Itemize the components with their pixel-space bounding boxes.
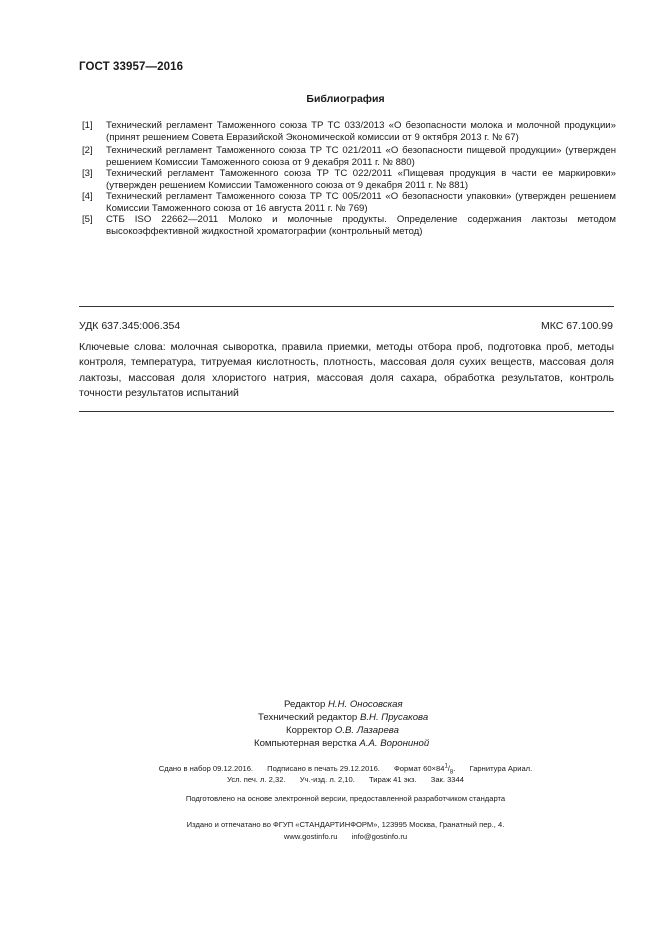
divider-top <box>79 306 614 307</box>
mks-code: МКС 67.100.99 <box>541 320 613 332</box>
item-number: [1] <box>82 120 93 131</box>
credit-name: Н.Н. Оносовская <box>327 699 403 710</box>
item-text: Технический регламент Таможенного союза ТР ТС 005/2011 «О безопасности упаковки» (утвержден решением Комиссии Таможенного союза от 16 августа 2011 г. № 769) <box>106 191 616 215</box>
credit-role: Редактор <box>284 699 326 710</box>
paper-format: Формат $60\times 84^1/_8$. <box>394 763 456 776</box>
credit-name: А.А. Ворониной <box>359 738 430 749</box>
credit-name: В.Н. Прусакова <box>359 712 429 723</box>
imprint-contacts <box>0 830 661 844</box>
format-fraction-den: 8 <box>449 769 454 776</box>
bibliography-item <box>82 145 616 169</box>
imprint-line-2 <box>0 773 661 787</box>
order-number: Зак. 3344 <box>430 775 464 784</box>
item-number: [4] <box>82 191 93 202</box>
imprint-publisher: Издано и отпечатано во ФГУП «СТАНДАРТИНФОРМ», 123995 Москва, Гранатный пер., 4. <box>186 820 505 829</box>
imprint-prepared: Подготовлено на основе электронной версии, предоставленной разработчиком стандарта <box>185 794 506 803</box>
document-code: ГОСТ 33957—2016 <box>79 61 184 73</box>
bibliography-item <box>82 168 616 192</box>
print-sheets: Усл. печ. л. 2,32. <box>227 775 286 784</box>
item-number: [3] <box>82 168 93 179</box>
credit-name: О.В. Лазарева <box>334 725 399 736</box>
divider-bottom <box>79 411 614 412</box>
item-text: Технический регламент Таможенного союза ТР ТС 021/2011 «О безопасности пищевой продукции» (утвержден решением Комиссии Таможенного союза от 9 декабря 2011 г. № 880) <box>106 145 616 169</box>
typeface: Гарнитура Ариал. <box>469 763 533 773</box>
publisher-sheets: Уч.-изд. л. 2,10. <box>299 775 355 784</box>
bibliography-item <box>82 191 616 215</box>
udk-code: УДК 637.345:006.354 <box>79 320 181 332</box>
signed-date: Подписано в печать 29.12.2016. <box>267 763 380 773</box>
credit-tech-editor <box>258 711 428 725</box>
website-link[interactable]: www.gostinfo.ru <box>283 832 338 841</box>
submitted-date: Сдано в набор 09.12.2016. <box>158 763 254 773</box>
credit-role: Корректор <box>286 725 333 736</box>
credit-corrector <box>286 724 399 738</box>
format-prefix: Формат 60×84 <box>394 763 445 773</box>
email-link[interactable]: info@gostinfo.ru <box>351 832 408 841</box>
item-number: [5] <box>82 214 93 225</box>
format-suffix: . <box>453 763 456 773</box>
item-text: СТБ ISO 22662—2011 Молоко и молочные продукты. Определение содержания лактозы методом высокоэффективной жидкостной хроматографии (контрольный метод) <box>106 214 616 238</box>
item-text: Технический регламент Таможенного союза ТР ТС 033/2013 «О безопасности молока и молочной продукции» (принят решением Совета Евразийской Экономической комиссии от 9 октября 2013 г. № 67) <box>106 120 616 144</box>
item-number: [2] <box>82 145 93 156</box>
bibliography-item <box>82 214 616 238</box>
circulation: Тираж 41 экз. <box>368 775 417 784</box>
keywords: Ключевые слова: молочная сыворотка, правила приемки, методы отбора проб, подготовка проб, методы контроля, температура, титруемая кислотность, плотность, массовая доля сухих веществ, массовая доля лактозы, массовая доля хлористого натрия, массовая доля сахара, обработка результатов, контроль точности результатов испытаний <box>79 341 614 399</box>
format-fraction-num: 1 <box>444 763 448 769</box>
credit-role: Компьютерная верстка <box>254 738 357 749</box>
credit-editor <box>284 698 403 712</box>
bibliography-item <box>82 120 616 144</box>
credit-role: Технический редактор <box>258 712 358 723</box>
bibliography-title: Библиография <box>306 93 385 105</box>
credit-layout <box>254 737 429 751</box>
item-text: Технический регламент Таможенного союза ТР ТС 022/2011 «Пищевая продукция в части ее маркировки» (утвержден решением Комиссии Таможенного союза от 9 декабря 2011 г. № 881) <box>106 168 616 192</box>
